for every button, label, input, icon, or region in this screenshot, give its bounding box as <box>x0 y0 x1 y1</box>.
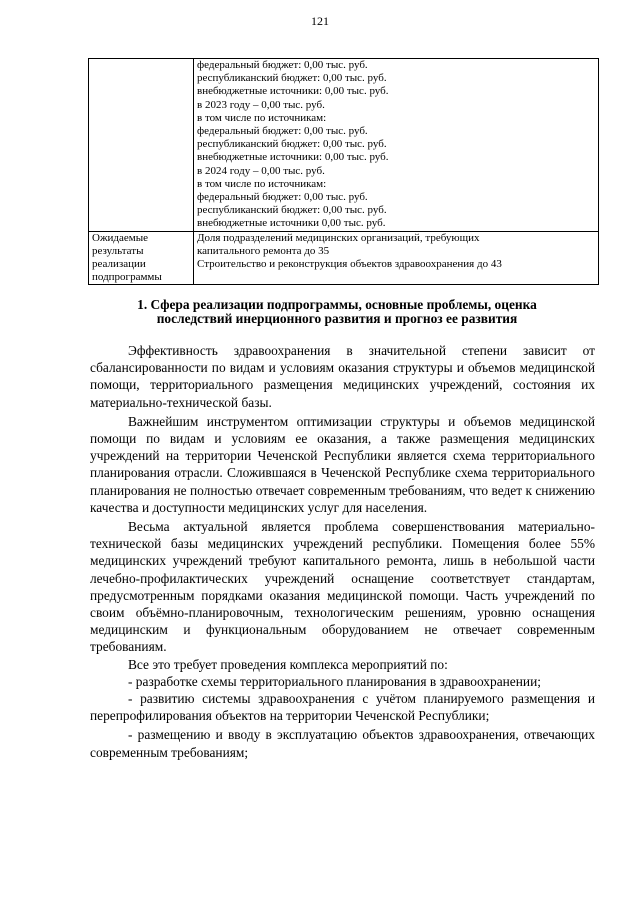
funding-line: в том числе по источникам: <box>197 177 327 190</box>
funding-cell <box>194 59 599 232</box>
table-row <box>89 59 599 232</box>
paragraph: Весьма актуальной является проблема совершенствования материально-технической базы медицинских учреждений республики. Помещения более 55% медицинских учреждений требуют капитального ремонта, лишь в небольшой части лечебно-профилактических учреждений оснащение соответствует стандартам, предусмотренным порядками оказания медицинской помощи. Часть учреждений по своим объёмно-планировочным, технологическим решениям, уровню оснащения медицинским и функциональным оборудованием не отвечает современным требованиям. <box>90 519 595 655</box>
results-label-line: результаты <box>92 244 144 257</box>
funding-line: республиканский бюджет: 0,00 тыс. руб. <box>197 72 387 85</box>
results-label-line: реализации <box>92 258 146 271</box>
results-line: Доля подразделений медицинских организаций, требующих <box>197 231 480 244</box>
funding-line: в 2023 году – 0,00 тыс. руб. <box>197 98 325 111</box>
results-line: капитального ремонта до 35 <box>197 244 330 257</box>
paragraph: Важнейшим инструментом оптимизации структуры и объемов медицинской помощи по видам и условиям ее оказания, а также размещения медицинских учреждений на территории Чеченской Республики является схема территориального планирования отрасли. Сложившаяся в Чеченской Республике схема территориального планирования не полностью отвечает современным требованиям, что ведет к снижению качества и доступности медицинских услуг для населения. <box>90 413 595 515</box>
funding-line: республиканский бюджет: 0,00 тыс. руб. <box>197 204 387 217</box>
body-text <box>90 342 595 761</box>
results-label-line: Ожидаемые <box>92 231 149 244</box>
page-number: 121 <box>311 14 329 28</box>
funding-line: республиканский бюджет: 0,00 тыс. руб. <box>197 138 387 151</box>
funding-line: в том числе по источникам: <box>197 111 327 124</box>
paragraph: Все это требует проведения комплекса мероприятий по: <box>128 656 448 672</box>
results-label-line: подпрограммы <box>92 271 162 284</box>
table-cell-empty <box>89 59 194 232</box>
results-label-cell <box>89 231 194 285</box>
funding-line: в 2024 году – 0,00 тыс. руб. <box>197 164 325 177</box>
funding-line: внебюджетные источники 0,00 тыс. руб. <box>197 217 386 230</box>
funding-table <box>88 58 599 285</box>
paragraph: Эффективность здравоохранения в значительной степени зависит от сбалансированности по видам и условиям оказания структуры и объемов медицинской помощи, территориального размещения медицинских учреждений, состояния их материально-технической базы. <box>90 343 595 410</box>
funding-line: внебюджетные источники: 0,00 тыс. руб. <box>197 151 389 164</box>
section-heading: 1. Сфера реализации подпрограммы, основные проблемы, оценка последствий инерционного развития и прогноз ее развития <box>137 297 537 326</box>
funding-line: внебюджетные источники: 0,00 тыс. руб. <box>197 85 389 98</box>
funding-line: федеральный бюджет: 0,00 тыс. руб. <box>197 59 368 71</box>
list-item: - разработке схемы территориального планирования в здравоохранении; <box>128 673 541 689</box>
list-item: - размещению и вводу в эксплуатацию объектов здравоохранения, отвечающих современным требованиям; <box>90 727 595 760</box>
funding-line: федеральный бюджет: 0,00 тыс. руб. <box>197 191 368 204</box>
table-row <box>89 231 599 285</box>
list-item: - развитию системы здравоохранения с учётом планируемого размещения и перепрофилирования объектов на территории Чеченской Республики; <box>90 691 595 724</box>
funding-line: федеральный бюджет: 0,00 тыс. руб. <box>197 125 368 138</box>
results-cell <box>194 231 599 285</box>
results-line: Строительство и реконструкция объектов здравоохранения до 43 <box>197 258 502 271</box>
